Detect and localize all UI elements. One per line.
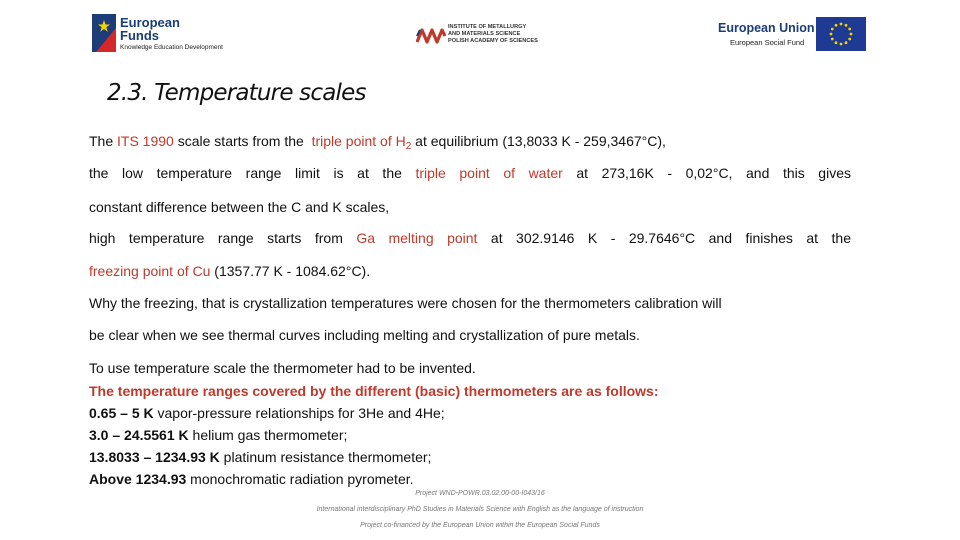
p2-triple-point-water: triple point of water: [415, 165, 563, 181]
funds-logo-line1: European: [120, 15, 180, 30]
p4-ga-melting-point: Ga melting point: [356, 230, 478, 246]
institute-logo-line2: AND MATERIALS SCIENCE: [448, 31, 521, 37]
range-value: 13.8033 – 1234.93 K: [89, 449, 220, 465]
eu-logo-line1: European Union: [718, 21, 815, 35]
institute-logo-line1: INSTITUTE OF METALLURGY: [448, 24, 527, 30]
funds-logo-line2: Funds: [120, 28, 159, 43]
range-text: monochromatic radiation pyrometer.: [186, 471, 414, 487]
p4-c: at 302.9146 K - 29.7646°C and finishes at the: [477, 230, 851, 246]
paragraph-thermometer-invented: To use temperature scale the thermometer had to be invented.: [89, 360, 476, 376]
p1-a: The: [89, 133, 118, 149]
range-item: [89, 405, 445, 422]
paragraph-thermal-curves: be clear when we see thermal curves including melting and crystallization of pure metals.: [89, 327, 640, 343]
p1-its-1990: ITS 1990: [117, 133, 174, 149]
p1-d: triple point of H: [311, 133, 406, 149]
european-union-logo: [718, 16, 870, 54]
p5-b: (1357.77 K - 1084.62°C).: [210, 263, 371, 279]
funds-logo-line3: Knowledge Education Development: [120, 44, 223, 51]
paragraph-low-range: [89, 165, 851, 182]
eu-logo-line2: European Social Fund: [730, 38, 805, 47]
range-value: 3.0 – 24.5561 K: [89, 427, 189, 443]
range-text: platinum resistance thermometer;: [219, 449, 432, 465]
paragraph-high-range: [89, 230, 851, 247]
footer-cofinanced: Project co-financed by the European Union within the European Social Funds: [360, 522, 600, 529]
p2-c: at 273,16K - 0,02°C, and this gives: [562, 165, 851, 181]
range-item: [89, 471, 414, 488]
slide-title: 2.3. Temperature scales: [107, 80, 366, 106]
european-funds-star-icon: [92, 14, 116, 52]
european-funds-logo: [92, 14, 252, 54]
range-item: [89, 449, 431, 466]
p1-c: scale starts from the: [173, 133, 312, 149]
paragraph-why-freezing: Why the freezing, that is crystallization temperatures were chosen for the thermometers calibration will: [89, 295, 722, 311]
eu-flag-icon: [816, 17, 866, 51]
footer-project-title: International interdisciplinary PhD Studies in Materials Science with English as the language of instruction: [316, 506, 644, 513]
paragraph-ranges-heading: The temperature ranges covered by the different (basic) thermometers are as follows:: [89, 383, 659, 399]
p2-a: the low temperature range limit is at the: [89, 165, 416, 181]
institute-logo-text: [448, 24, 538, 45]
p4-a: high temperature range starts from: [89, 230, 357, 246]
range-text: vapor-pressure relationships for 3He and 4He;: [153, 405, 445, 421]
paragraph-constant-difference: constant difference between the C and K scales,: [89, 199, 390, 215]
paragraph-freezing-cu: [89, 263, 370, 280]
institute-logo: [416, 22, 556, 48]
footer-project-number: Project WND-POWR.03.02.00-00-I043/16: [415, 490, 545, 497]
range-item: [89, 427, 347, 444]
p1-d-sub: 2: [405, 141, 412, 152]
range-text: helium gas thermometer;: [188, 427, 348, 443]
p5-freezing-point-cu: freezing point of Cu: [89, 263, 211, 279]
range-value: 0.65 – 5 K: [89, 405, 154, 421]
p1-triple-point-h2: [311, 133, 412, 152]
range-value: Above 1234.93: [89, 471, 187, 487]
paragraph-its-1990: [89, 133, 666, 155]
institute-mark-icon: [416, 24, 446, 46]
p1-e: at equilibrium (13,8033 K - 259,3467°C),: [411, 133, 666, 149]
institute-logo-line3: POLISH ACADEMY OF SCIENCES: [448, 38, 538, 44]
